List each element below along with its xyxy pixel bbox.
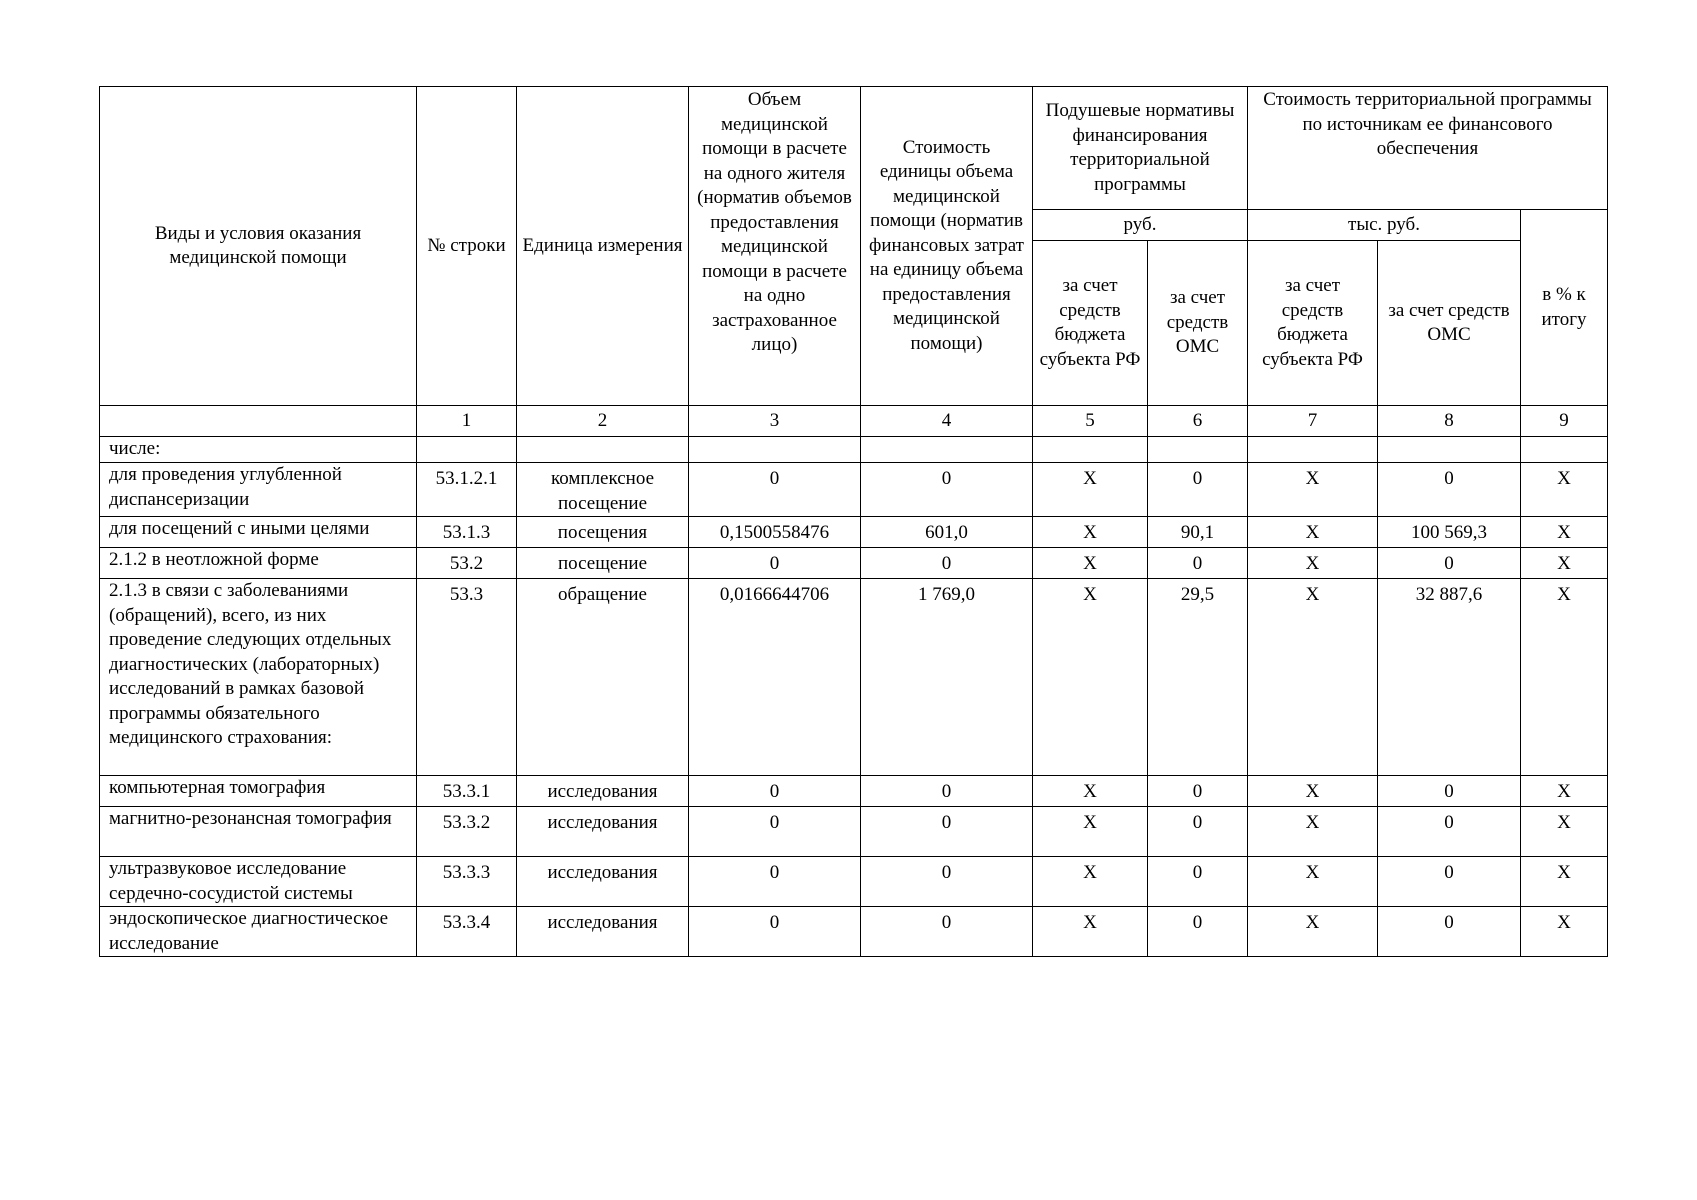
table-row	[100, 857, 1608, 907]
row-program-budget: X	[1248, 463, 1378, 517]
row-program-oms: 0	[1378, 907, 1521, 957]
row-percapita-budget: X	[1033, 776, 1148, 807]
row-volume: 0,0166644706	[689, 579, 861, 776]
row-program-percent: X	[1521, 807, 1608, 857]
row-program-budget: X	[1248, 776, 1378, 807]
row-program-budget: X	[1248, 548, 1378, 579]
row-number: 53.3.3	[417, 857, 517, 907]
row-volume: 0	[689, 463, 861, 517]
column-number: 5	[1033, 406, 1148, 437]
row-number: 53.3.4	[417, 907, 517, 957]
row-name: эндоскопическое диагностическое исследование	[100, 907, 417, 957]
row-program-oms: 0	[1378, 548, 1521, 579]
row-number: 53.3.1	[417, 776, 517, 807]
row-program-percent: X	[1521, 776, 1608, 807]
row-unit: исследования	[517, 807, 689, 857]
row-volume: 0	[689, 857, 861, 907]
table-row	[100, 807, 1608, 857]
row-cost: 601,0	[861, 517, 1033, 548]
row-unit: посещения	[517, 517, 689, 548]
column-numbers-row	[100, 406, 1608, 437]
column-number: 1	[417, 406, 517, 437]
row-program-percent: X	[1521, 517, 1608, 548]
row-program-budget: X	[1248, 907, 1378, 957]
row-program-budget: X	[1248, 517, 1378, 548]
row-program-percent: X	[1521, 857, 1608, 907]
row-number: 53.1.2.1	[417, 463, 517, 517]
row-percapita-oms: 90,1	[1148, 517, 1248, 548]
row-name: 2.1.3 в связи с заболеваниями (обращений), всего, из них проведение следующих отдельных диагностических (лабораторных) исследований в рамках базовой программы обязательного медицинского страхования:	[100, 579, 417, 776]
header-percent-of-total: в % к итогу	[1521, 210, 1608, 406]
row-program-oms: 100 569,3	[1378, 517, 1521, 548]
header-program-budget: за счет средств бюджета субъекта РФ	[1248, 241, 1378, 406]
column-number: 4	[861, 406, 1033, 437]
row-unit: исследования	[517, 907, 689, 957]
row-cost: 0	[861, 776, 1033, 807]
row-program-budget	[1248, 437, 1378, 463]
financing-table	[99, 86, 1608, 957]
row-percapita-budget: X	[1033, 517, 1148, 548]
row-name: ультразвуковое исследование сердечно-сосудистой системы	[100, 857, 417, 907]
row-volume: 0	[689, 807, 861, 857]
header-volume: Объем медицинской помощи в расчете на одного жителя (норматив объемов предоставления медицинской помощи в расчете на одно застрахованное лицо)	[689, 87, 861, 406]
row-percapita-budget: X	[1033, 548, 1148, 579]
row-number: 53.1.3	[417, 517, 517, 548]
row-program-oms: 0	[1378, 857, 1521, 907]
row-number: 53.2	[417, 548, 517, 579]
row-percapita-oms: 0	[1148, 776, 1248, 807]
column-number: 2	[517, 406, 689, 437]
row-percapita-oms: 0	[1148, 548, 1248, 579]
header-percapita-group: Подушевые нормативы финансирования территориальной программы	[1033, 87, 1248, 210]
row-unit: исследования	[517, 776, 689, 807]
row-unit: обращение	[517, 579, 689, 776]
row-program-percent: X	[1521, 907, 1608, 957]
row-program-oms: 0	[1378, 807, 1521, 857]
table-row	[100, 579, 1608, 776]
row-name: магнитно-резонансная томография	[100, 807, 417, 857]
header-cost: Стоимость единицы объема медицинской помощи (норматив финансовых затрат на единицу объема предоставления медицинской помощи)	[861, 87, 1033, 406]
column-number: 3	[689, 406, 861, 437]
table-row	[100, 776, 1608, 807]
header-program-oms: за счет средств ОМС	[1378, 241, 1521, 406]
row-cost: 0	[861, 857, 1033, 907]
row-percapita-budget: X	[1033, 463, 1148, 517]
row-program-budget: X	[1248, 579, 1378, 776]
table-row	[100, 517, 1608, 548]
row-percapita-oms	[1148, 437, 1248, 463]
row-cost: 0	[861, 548, 1033, 579]
row-percapita-budget: X	[1033, 807, 1148, 857]
row-program-budget: X	[1248, 807, 1378, 857]
row-program-percent: X	[1521, 463, 1608, 517]
row-cost: 1 769,0	[861, 579, 1033, 776]
row-program-percent: X	[1521, 579, 1608, 776]
row-program-percent	[1521, 437, 1608, 463]
row-volume: 0	[689, 776, 861, 807]
header-unit-thousand-rub: тыс. руб.	[1248, 210, 1521, 241]
table-row	[100, 463, 1608, 517]
row-program-oms: 32 887,6	[1378, 579, 1521, 776]
row-number: 53.3	[417, 579, 517, 776]
row-percapita-budget	[1033, 437, 1148, 463]
row-program-oms: 0	[1378, 463, 1521, 517]
row-volume: 0	[689, 548, 861, 579]
row-program-oms: 0	[1378, 776, 1521, 807]
row-unit: комплексное посещение	[517, 463, 689, 517]
header-kind: Виды и условия оказания медицинской помощи	[100, 87, 417, 406]
row-volume	[689, 437, 861, 463]
row-name: числе:	[100, 437, 417, 463]
table-row	[100, 437, 1608, 463]
row-unit: исследования	[517, 857, 689, 907]
column-number: 8	[1378, 406, 1521, 437]
row-cost	[861, 437, 1033, 463]
header-row-number: № строки	[417, 87, 517, 406]
row-number	[417, 437, 517, 463]
row-percapita-budget: X	[1033, 857, 1148, 907]
column-number-empty	[100, 406, 417, 437]
header-unit: Единица измерения	[517, 87, 689, 406]
table-row	[100, 548, 1608, 579]
row-name: компьютерная томография	[100, 776, 417, 807]
header-unit-rub: руб.	[1033, 210, 1248, 241]
row-percapita-budget: X	[1033, 579, 1148, 776]
row-percapita-oms: 0	[1148, 463, 1248, 517]
row-cost: 0	[861, 463, 1033, 517]
row-percapita-oms: 0	[1148, 907, 1248, 957]
column-number: 7	[1248, 406, 1378, 437]
row-volume: 0	[689, 907, 861, 957]
header-program-group: Стоимость территориальной программы по источникам ее финансового обеспечения	[1248, 87, 1608, 210]
row-program-percent: X	[1521, 548, 1608, 579]
row-unit	[517, 437, 689, 463]
row-cost: 0	[861, 907, 1033, 957]
column-number: 9	[1521, 406, 1608, 437]
row-program-oms	[1378, 437, 1521, 463]
table-row	[100, 907, 1608, 957]
row-name: 2.1.2 в неотложной форме	[100, 548, 417, 579]
row-name: для проведения углубленной диспансеризации	[100, 463, 417, 517]
row-percapita-oms: 29,5	[1148, 579, 1248, 776]
row-name: для посещений с иными целями	[100, 517, 417, 548]
header-percapita-oms: за счет средств ОМС	[1148, 241, 1248, 406]
row-percapita-oms: 0	[1148, 807, 1248, 857]
header-percapita-budget: за счет средств бюджета субъекта РФ	[1033, 241, 1148, 406]
row-unit: посещение	[517, 548, 689, 579]
row-cost: 0	[861, 807, 1033, 857]
row-percapita-budget: X	[1033, 907, 1148, 957]
column-number: 6	[1148, 406, 1248, 437]
row-number: 53.3.2	[417, 807, 517, 857]
row-percapita-oms: 0	[1148, 857, 1248, 907]
row-volume: 0,1500558476	[689, 517, 861, 548]
row-program-budget: X	[1248, 857, 1378, 907]
